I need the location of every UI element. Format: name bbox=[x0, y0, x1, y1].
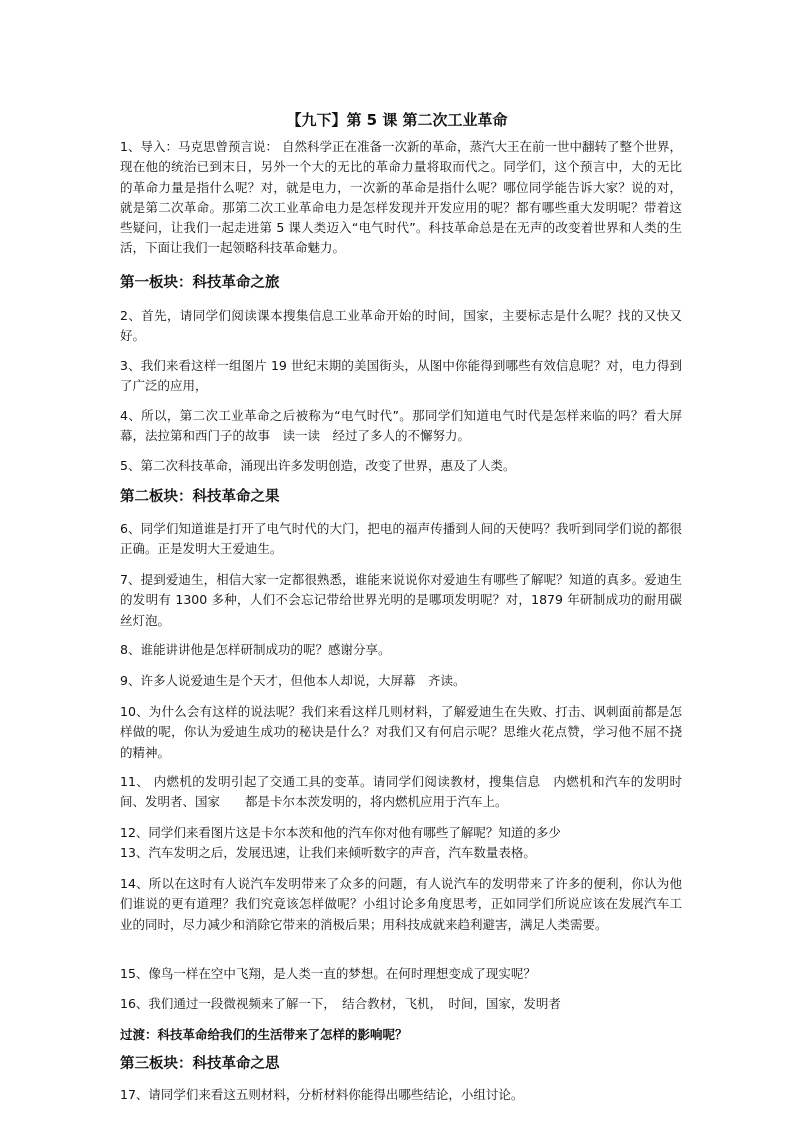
paragraph-15: 15、像鸟一样在空中飞翔，是人类一直的梦想。在何时理想变成了现实呢？ bbox=[120, 966, 536, 981]
paragraph-13: 13、汽车发明之后，发展迅速，让我们来倾听数字的声音，汽车数量表格。 bbox=[120, 845, 536, 860]
paragraph-14: 14、所以在这时有人说汽车发明带来了众多的问题，有人说汽车的发明带来了许多的便利，你认为他们谁说的更有道理？我们究竟该怎样做呢？小组讨论多角度思考，正如同学们所说应该在发展汽车工业的同时，尽力减少和消除它带来的消极后果；用科技成就来趋利避害，满足人类需要。 bbox=[120, 876, 682, 932]
section-heading-3: 第三板块：科技革命之思 bbox=[120, 1056, 280, 1072]
paragraph-5: 5、第二次科技革命，涌现出许多发明创造，改变了世界，惠及了人类。 bbox=[120, 458, 516, 473]
paragraph-9: 9、许多人说爱迪生是个天才，但他本人却说，大屏幕 齐读。 bbox=[120, 673, 466, 688]
paragraph-11: 11、 内燃机的发明引起了交通工具的变革。请同学们阅读教材，搜集信息 内燃机和汽车的发明时间、发明者、国家 都是卡尔本茨发明的，将内燃机应用于汽车上。 bbox=[120, 774, 682, 810]
paragraph-10: 10、为什么会有这样的说法呢？我们来看这样几则材料，了解爱迪生在失败、打击、讽刺面前都是怎样做的呢，你认为爱迪生成功的秘诀是什么？对我们又有何启示呢？思维火花点赞，学习他不屈不挠的精神。 bbox=[120, 704, 682, 760]
paragraph-8: 8、谁能讲讲他是怎样研制成功的呢？感谢分享。 bbox=[120, 642, 391, 657]
paragraph-3: 3、我们来看这样一组图片 19 世纪末期的美国街头，从图中你能得到哪些有效信息呢？对，电力得到了广泛的应用， bbox=[120, 358, 682, 394]
paragraph-2: 2、首先，请同学们阅读课本搜集信息工业革命开始的时间，国家，主要标志是什么呢？找的又快又好。 bbox=[120, 308, 682, 344]
paragraph-12: 12、同学们来看图片这是卡尔本茨和他的汽车你对他有哪些了解呢？知道的多少 bbox=[120, 825, 561, 840]
paragraph-1: 1、导入：马克思曾预言说： 自然科学正在准备一次新的革命，蒸汽大王在前一世中翻转了整个世界，现在他的统治已到末日，另外一个大的无比的革命力量将取而代之。同学们，这个预言中，大的无比的革命力量是指什么呢？对，就是电力，一次新的革命是指什么呢？哪位同学能告诉大家？说的对，就是第二次革命。那第二次工业革命电力是怎样发现并开发应用的呢？都有哪些重大发明呢？带着这些疑问，让我们一起走进第 5 课人类迈入“电气时代”。科技革命总是在无声的改变着世界和人类的生活，下面让我们一起领略科技革命魅力。 bbox=[120, 139, 682, 256]
document-title: 【九下】第 5 课 第二次工业革命 bbox=[286, 111, 508, 129]
transition-line: 过渡：科技革命给我们的生活带来了怎样的影响呢？ bbox=[120, 1027, 408, 1042]
paragraph-17: 17、请同学们来看这五则材料，分析材料你能得出哪些结论，小组讨论。 bbox=[120, 1087, 524, 1102]
section-heading-2: 第二板块：科技革命之果 bbox=[120, 489, 280, 505]
paragraph-7: 7、提到爱迪生，相信大家一定都很熟悉，谁能来说说你对爱迪生有哪些了解呢？知道的真多。爱迪生的发明有 1300 多种，人们不会忘记带给世界光明的是哪项发明呢？对，1879 年研制成功的耐用碳丝灯泡。 bbox=[120, 572, 682, 628]
paragraph-6: 6、同学们知道谁是打开了电气时代的大门，把电的福声传播到人间的天使吗？我听到同学们说的都很正确。正是发明大王爱迪生。 bbox=[120, 521, 682, 557]
paragraph-16: 16、我们通过一段微视频来了解一下， 结合教材，飞机， 时间，国家，发明者 bbox=[120, 996, 561, 1011]
section-heading-1: 第一板块：科技革命之旅 bbox=[120, 275, 280, 291]
paragraph-4: 4、所以，第二次工业革命之后被称为“电气时代”。那同学们知道电气时代是怎样来临的吗？看大屏幕，法拉第和西门子的故事 读一读 经过了多人的不懈努力。 bbox=[120, 408, 682, 444]
